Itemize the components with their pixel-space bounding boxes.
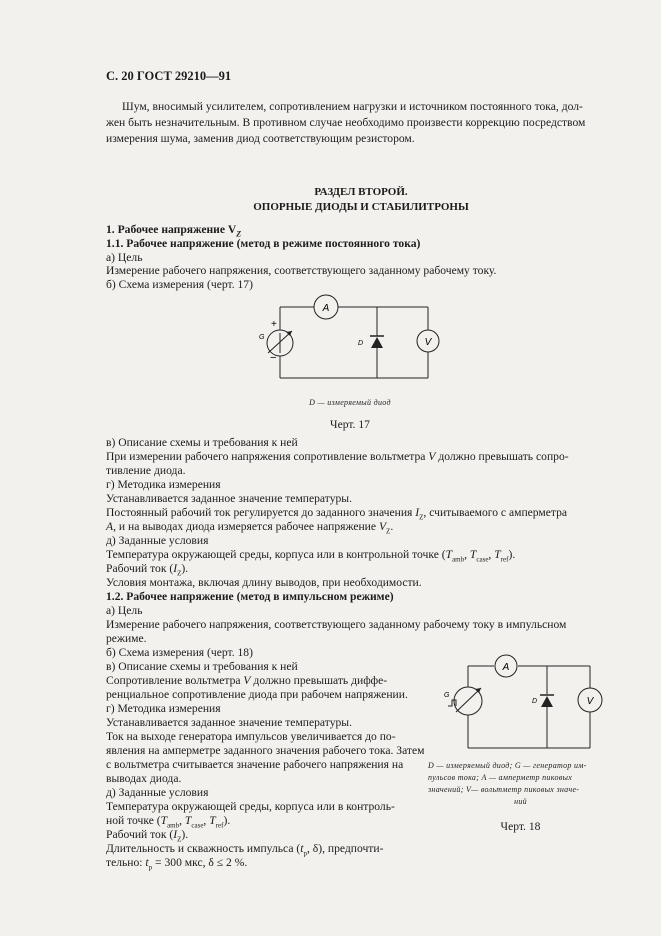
- item-1-2-v-text-1: Сопротивление вольтметра V должно превышать диффе-: [106, 674, 388, 687]
- figure-18-caption-4: ний: [514, 797, 527, 806]
- item-1-2-a: а) Цель: [106, 604, 143, 617]
- generator-label: G: [259, 334, 265, 341]
- intro-line-1: Шум, вносимый усилителем, сопротивлением нагрузки и источником постоянного тока, дол-: [122, 100, 583, 113]
- item-1-1-g-text-3: A, и на выводах диода измеряется рабочее напряжение $V_Z$.: [106, 520, 394, 536]
- item-1-2-g-text-4: с вольтметра считывается значение рабочего напряжения на: [106, 758, 404, 771]
- figure-17-caption: D — измеряемый диод: [309, 398, 391, 407]
- voltmeter-icon-2: [578, 688, 602, 712]
- ammeter-icon-2: [495, 655, 517, 677]
- voltmeter-icon: [417, 330, 439, 352]
- figure-18-title: Черт. 18: [500, 820, 541, 833]
- item-1-2-b: б) Схема измерения (черт. 18): [106, 646, 253, 659]
- item-1-1-v: в) Описание схемы и требования к ней: [106, 436, 298, 449]
- item-1-1-g-text-1: Устанавливается заданное значение температуры.: [106, 492, 352, 505]
- generator-label-2: G: [444, 692, 450, 699]
- item-1-1-g: г) Методика измерения: [106, 478, 221, 491]
- item-1-1-b: б) Схема измерения (черт. 17): [106, 278, 253, 291]
- section-title-2: ОПОРНЫЕ ДИОДЫ И СТАБИЛИТРОНЫ: [253, 201, 469, 213]
- item-1-2-g-text-5: выводах диода.: [106, 772, 182, 785]
- item-1-2-v-text-2: ренциальное сопротивление диода при рабочем напряжении.: [106, 688, 408, 701]
- item-1-2-d: д) Заданные условия: [106, 786, 209, 799]
- item-1-2-g-text-2: Ток на выходе генератора импульсов увеличивается до по-: [106, 730, 396, 743]
- item-1-1-d: д) Заданные условия: [106, 534, 209, 547]
- voltmeter-label: V: [424, 337, 432, 348]
- item-1-1-a-text: Измерение рабочего напряжения, соответствующего заданному рабочему току.: [106, 264, 497, 277]
- item-1-2-d-text-3: Рабочий ток $(I_Z)$.: [106, 828, 189, 844]
- ammeter-label: A: [322, 303, 330, 314]
- intro-line-3: измерения шума, заменив диод соответствующим резистором.: [106, 132, 415, 145]
- figure-18-caption-1: D — измеряемый диод; G — генератор им-: [428, 761, 587, 770]
- item-1-2-heading: 1.2. Рабочее напряжение (метод в импульсном режиме): [106, 590, 394, 603]
- item-1-1-v-text-1: При измерении рабочего напряжения сопротивление вольтметра V должно превышать сопро-: [106, 450, 569, 463]
- item-1-1-heading: 1.1. Рабочее напряжение (метод в режиме постоянного тока): [106, 237, 421, 250]
- figure-17-circuit: [250, 292, 450, 388]
- figure-18-caption-2: пульсов тока; A — амперметр пиковых: [428, 773, 573, 782]
- item-1-2-d-text-1: Температура окружающей среды, корпуса или в контроль-: [106, 800, 395, 813]
- item-1-2-d-text-5: тельно: $t_p = 300$ мкс, δ ≤ 2 %.: [106, 856, 248, 872]
- item-1-1-d-text-3: Условия монтажа, включая длину выводов, при необходимости.: [106, 576, 422, 589]
- item-1-heading: 1. Рабочее напряжение $V_Z$: [106, 223, 242, 239]
- intro-line-2: жен быть незначительным. В противном случае необходимо произвести коррекцию посредством: [106, 116, 586, 129]
- item-1-2-d-text-4: Длительность и скважность импульса ($t_p$, δ), предпочти-: [106, 842, 384, 858]
- item-1-1-a: а) Цель: [106, 251, 143, 264]
- ammeter-label-2: A: [502, 662, 510, 673]
- item-1-1-v-text-2: тивление диода.: [106, 464, 186, 477]
- pulse-generator-icon: [448, 687, 482, 715]
- voltmeter-label-2: V: [586, 696, 594, 707]
- section-title-1: РАЗДЕЛ ВТОРОЙ.: [314, 186, 408, 198]
- item-1-2-d-text-2: ной точке ($T_{amb}$, $T_{case}$, $T_{ref}$).: [106, 814, 231, 830]
- diode-icon: [370, 336, 384, 348]
- plus-sign: +: [271, 319, 277, 330]
- diode-label-2: D: [532, 698, 538, 705]
- item-1-2-g-text-1: Устанавливается заданное значение температуры.: [106, 716, 352, 729]
- diode-label: D: [358, 340, 364, 347]
- ammeter-icon: [314, 295, 338, 319]
- item-1-1-g-text-2: Постоянный рабочий ток регулируется до заданного значения $I_Z$, считываемого с амперметра: [106, 506, 568, 522]
- figure-18-caption-3: значений; V— вольтметр пиковых значе-: [428, 785, 580, 794]
- item-1-1-d-text-1: Температура окружающей среды, корпуса или в контрольной точке ($T_{amb}$, $T_{case}$, $T_{ref}$).: [106, 548, 516, 564]
- item-1-2-a-text-1: Измерение рабочего напряжения, соответствующего заданному рабочему току в импульсном: [106, 618, 567, 631]
- diode-icon-2: [540, 695, 554, 707]
- item-1-2-g-text-3: явления на амперметре заданного значения рабочего тока. Затем: [106, 744, 425, 757]
- figure-17-title: Черт. 17: [330, 418, 370, 431]
- page-header: С. 20 ГОСТ 29210—91: [106, 69, 232, 83]
- item-1-1-d-text-2: Рабочий ток $(I_Z)$.: [106, 562, 189, 578]
- item-1-2-a-text-2: режиме.: [106, 632, 147, 645]
- item-1-heading-text: 1. Рабочее напряжение V: [106, 223, 237, 236]
- item-1-2-v: в) Описание схемы и требования к ней: [106, 660, 298, 673]
- figure-18-circuit: [430, 650, 615, 760]
- minus-sign: −: [270, 352, 277, 364]
- item-1-2-g: г) Методика измерения: [106, 702, 221, 715]
